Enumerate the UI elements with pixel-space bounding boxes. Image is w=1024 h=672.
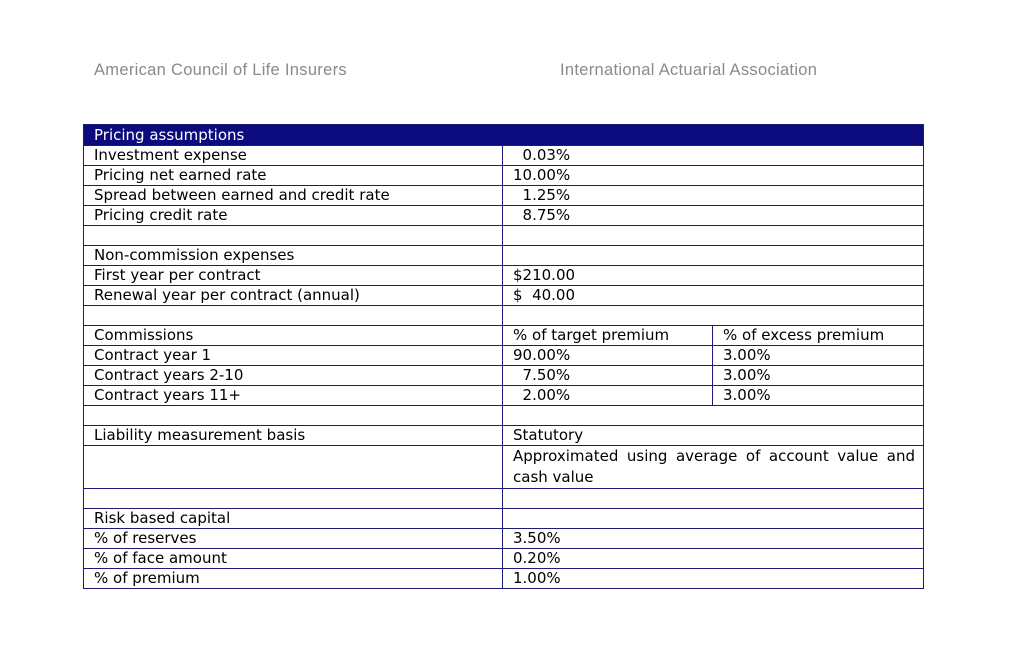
row-label: Contract years 2-10 [84,366,503,386]
row-label: Non-commission expenses [84,246,503,266]
row-value: 2.00% [503,386,713,406]
row-label [84,226,503,246]
row-label [84,446,503,489]
row-label: Investment expense [84,146,503,166]
table-row [84,246,924,266]
row-value [503,226,924,246]
row-label: First year per contract [84,266,503,286]
row-value-2: 3.00% [713,346,924,366]
table-title-row [84,125,924,146]
row-value: 0.20% [503,549,924,569]
row-value [503,406,924,426]
row-value: Statutory [503,426,924,446]
table-row [84,366,924,386]
row-value: 0.03% [503,146,924,166]
row-value-2: 3.00% [713,366,924,386]
row-label: Spread between earned and credit rate [84,186,503,206]
row-value: 90.00% [503,346,713,366]
row-label: % of premium [84,569,503,589]
table-row [84,386,924,406]
table-row [84,326,924,346]
table-row [84,306,924,326]
row-value: $210.00 [503,266,924,286]
table-row [84,529,924,549]
table-title: Pricing assumptions [84,125,924,146]
row-label: Liability measurement basis [84,426,503,446]
row-label: Pricing credit rate [84,206,503,226]
row-value [503,489,924,509]
header-right-org: International Actuarial Association [560,61,818,79]
row-label: Renewal year per contract (annual) [84,286,503,306]
table-row [84,446,924,489]
table-row [84,206,924,226]
row-value: 3.50% [503,529,924,549]
row-value: $ 40.00 [503,286,924,306]
row-value-2: 3.00% [713,386,924,406]
pricing-assumptions-table [83,124,924,589]
table-row [84,186,924,206]
table-row [84,346,924,366]
table-row [84,569,924,589]
row-label: Contract year 1 [84,346,503,366]
row-label: Pricing net earned rate [84,166,503,186]
row-value [503,306,924,326]
row-value: 1.25% [503,186,924,206]
row-value: 1.00% [503,569,924,589]
table-row [84,286,924,306]
row-label [84,306,503,326]
table-row [84,166,924,186]
table-row [84,509,924,529]
row-label: % of reserves [84,529,503,549]
table-row [84,266,924,286]
table-row [84,406,924,426]
row-value: 8.75% [503,206,924,226]
row-label: Risk based capital [84,509,503,529]
table-row [84,226,924,246]
row-label: Contract years 11+ [84,386,503,406]
row-value [503,509,924,529]
row-value-2: % of excess premium [713,326,924,346]
row-label [84,489,503,509]
row-value: 7.50% [503,366,713,386]
row-label: % of face amount [84,549,503,569]
row-label: Commissions [84,326,503,346]
row-value [503,246,924,266]
row-value: % of target premium [503,326,713,346]
table-row [84,146,924,166]
table-row [84,426,924,446]
header-left-org: American Council of Life Insurers [94,61,347,79]
row-value: 10.00% [503,166,924,186]
table-row [84,489,924,509]
row-value-note: Approximated using average of account value and cash value [503,446,924,489]
row-label [84,406,503,426]
table-row [84,549,924,569]
